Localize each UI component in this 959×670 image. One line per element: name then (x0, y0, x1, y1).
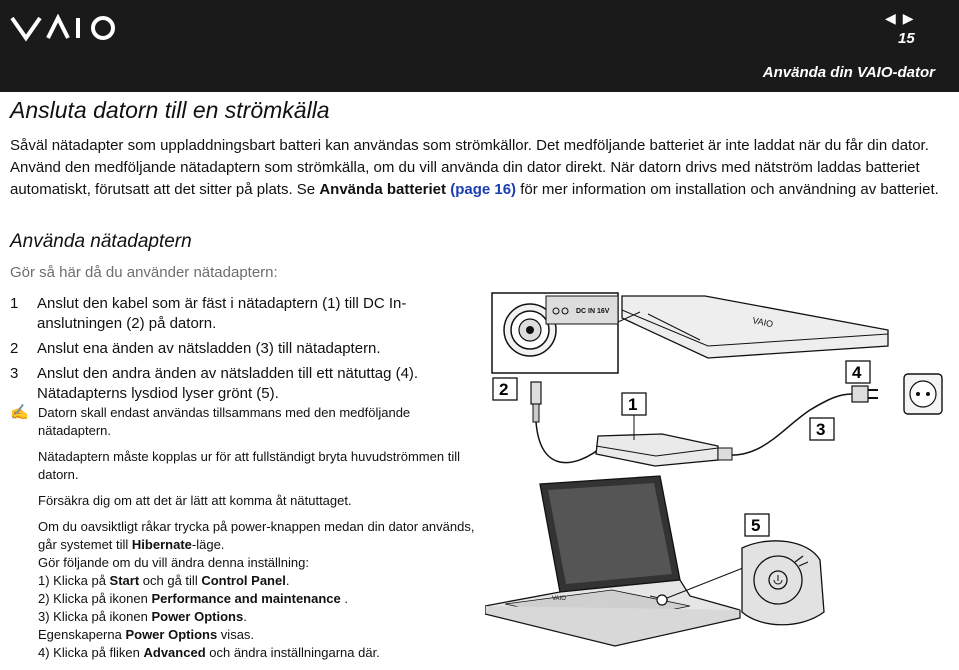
dc-plug (531, 382, 541, 404)
note-text: Egenskaperna (38, 627, 126, 642)
power-connection-illustration (485, 290, 945, 652)
dc-cable (536, 422, 598, 463)
callout-1-label: 1 (628, 395, 638, 414)
note: Nätadaptern måste kopplas ur för att fullständigt bryta huvudströmmen till datorn. (38, 449, 460, 482)
note-text: -läge. (191, 537, 225, 552)
intro-paragraph (10, 135, 945, 201)
step-item (10, 294, 470, 334)
callout-5-label: 5 (751, 516, 761, 535)
note-text: . (285, 573, 290, 588)
note-bold: Power Options (151, 609, 244, 624)
note-bold: Control Panel (201, 573, 286, 588)
note-text: 4) Klicka på fliken (38, 645, 144, 660)
lead-text: Gör så här då du använder nätadaptern: (10, 264, 278, 281)
note-bold: Start (109, 573, 140, 588)
callout-2-label: 2 (499, 380, 509, 399)
open-laptop (485, 476, 740, 646)
step-text: Anslut den kabel som är fäst i nätadaptern (1) till DC In-anslutningen (2) på datorn. (37, 295, 407, 332)
page-title: Ansluta datorn till en strömkälla (10, 97, 330, 123)
note-text: . (243, 609, 247, 624)
step-text: Anslut den andra änden av nätsladden till ett nätuttag (4). Nätadapterns lysdiod lyser grönt (5). (37, 365, 419, 402)
note-bold: Advanced (143, 645, 206, 660)
section-subtitle: Använda nätadaptern (10, 231, 192, 252)
step-number: 1 (10, 295, 19, 312)
note-bold: Power Options (125, 627, 218, 642)
note-text: 3) Klicka på ikonen (38, 609, 152, 624)
note-text: 2) Klicka på ikonen (38, 591, 152, 606)
laptop-base-logo: VAIO (552, 596, 566, 602)
section-title: Använda din VAIO-dator (762, 64, 935, 81)
battery-link[interactable]: Använda batteriet (319, 181, 447, 198)
page-header (0, 0, 959, 92)
intro-text-end: för mer information om installation och användning av batteriet. (516, 181, 939, 198)
callout-3-label: 3 (816, 420, 826, 439)
vaio-logo (10, 14, 120, 47)
intro-text: Såväl nätadapter som uppladdningsbart batteri kan användas som strömkällor. Det medföljande batteriet är inte laddat när du får din dator. Använd den medföljande nätadaptern som strömkälla, om du vill använda din dator direkt. När datorn drivs med nätström laddas batteriet automatiskt, förutsatt att det sitter på plats. Se (10, 137, 929, 198)
note-text: och gå till (139, 573, 202, 588)
step-text: Anslut ena änden av nätsladden (3) till nätadaptern. (37, 340, 381, 357)
arrow-right-icon[interactable]: ▶ (902, 10, 915, 26)
note-text: 1) Klicka på (38, 573, 110, 588)
note-text: och ändra inställningarna där. (205, 645, 380, 660)
notes-block (10, 404, 480, 670)
page-reference-link[interactable]: (page 16) (450, 181, 517, 198)
note: Datorn skall endast användas tillsammans med den medföljande nätadaptern. (38, 405, 411, 438)
page-navigation (885, 10, 921, 27)
indicator-zoom (742, 541, 824, 625)
step-item (10, 364, 470, 404)
note-text: . (340, 591, 348, 606)
wall-plug (852, 386, 868, 402)
note-text: Om du oavsiktligt råkar trycka på power-knappen medan din dator används, går systemet till (38, 519, 475, 552)
note (38, 518, 480, 662)
laptop-lid-logo: VAIO (751, 315, 775, 330)
note-bold: Hibernate (131, 537, 192, 552)
note-bold: Performance and maintenance (151, 591, 341, 606)
step-item (10, 339, 470, 359)
arrow-left-icon[interactable]: ◀ (885, 10, 897, 26)
note: Försäkra dig om att det är lätt att komma åt nätuttaget. (38, 493, 352, 508)
note-text: visas. (217, 627, 255, 642)
page-number: 15 (898, 30, 915, 47)
closed-laptop (622, 296, 888, 358)
pencil-note-icon: ✍ (10, 404, 29, 421)
step-number: 2 (10, 340, 19, 357)
ac-adapter (596, 434, 718, 466)
callout-4-label: 4 (852, 363, 862, 382)
dc-in-label: DC IN 16V (576, 308, 610, 315)
step-list (10, 294, 470, 409)
step-number: 3 (10, 365, 19, 382)
wall-outlet (904, 374, 942, 414)
note-text: Gör följande om du vill ändra denna inställning: (38, 555, 310, 570)
